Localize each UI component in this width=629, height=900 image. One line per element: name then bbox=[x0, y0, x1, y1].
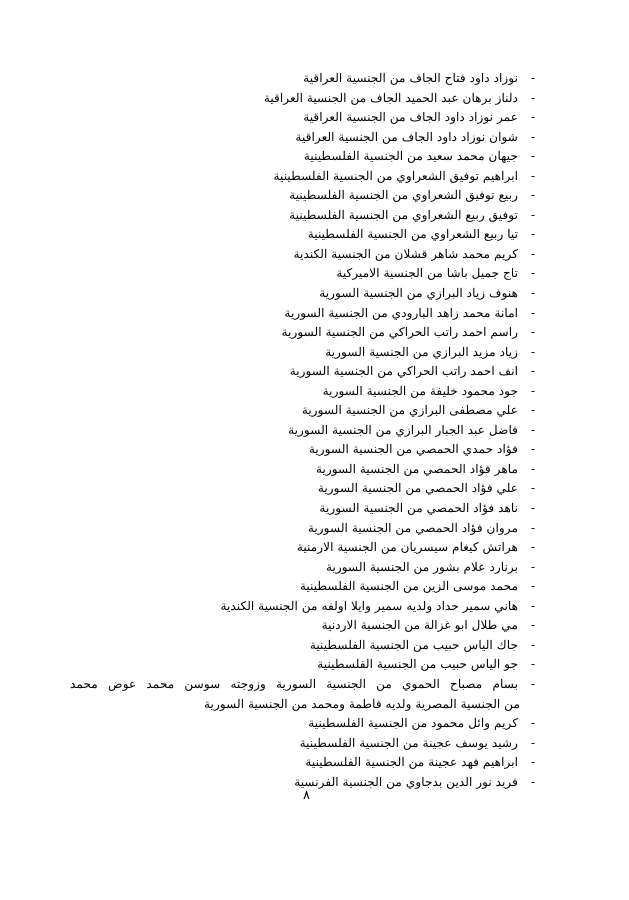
list-dash: - bbox=[530, 246, 536, 261]
list-item bbox=[70, 128, 540, 148]
list-dash: - bbox=[530, 657, 536, 672]
entry-text: محمد موسى الزين من الجنسية الفلسطينية bbox=[299, 579, 518, 594]
list-item bbox=[70, 655, 540, 675]
list-item bbox=[70, 245, 540, 265]
list-dash: - bbox=[530, 442, 536, 457]
list-item bbox=[70, 440, 540, 460]
list-dash: - bbox=[530, 188, 536, 203]
entry-text: جود محمود خليفة من الجنسية السورية bbox=[322, 383, 518, 398]
list-dash: - bbox=[530, 110, 536, 125]
entry-text: علي فؤاد الحمصي من الجنسية السورية bbox=[317, 481, 518, 496]
list-dash: - bbox=[530, 481, 536, 496]
list-dash: - bbox=[530, 579, 536, 594]
list-dash: - bbox=[530, 501, 536, 516]
list-dash: - bbox=[530, 305, 536, 320]
list-item bbox=[70, 499, 540, 519]
list-item bbox=[70, 519, 540, 539]
list-dash: - bbox=[530, 618, 536, 633]
list-item bbox=[70, 616, 540, 636]
list-item bbox=[70, 382, 540, 402]
list-dash: - bbox=[530, 383, 536, 398]
entry-text: عمر نوزاد داود الجاف من الجنسية العراقية bbox=[303, 110, 518, 125]
list-item bbox=[70, 538, 540, 558]
entry-text: مروان فؤاد الحمصي من الجنسية السورية bbox=[307, 520, 518, 535]
list-dash: - bbox=[530, 520, 536, 535]
list-item bbox=[70, 323, 540, 343]
list-dash: - bbox=[530, 266, 536, 281]
entry-text: ابراهيم توفيق الشعراوي من الجنسية الفلسطينية bbox=[273, 168, 518, 183]
entry-text: هراتش كيغام سيسريان من الجنسية الارمنية bbox=[296, 540, 518, 555]
list-dash: - bbox=[530, 716, 536, 731]
list-item bbox=[70, 714, 540, 734]
entry-text: جو الياس حبيب من الجنسية الفلسطينية bbox=[317, 657, 518, 672]
list-dash: - bbox=[530, 344, 536, 359]
list-dash: - bbox=[530, 71, 536, 85]
entry-text: كريم وائل محمود من الجنسية الفلسطينية bbox=[308, 716, 518, 731]
list-dash: - bbox=[530, 90, 536, 105]
entry-text: ناهد فؤاد الحمصي من الجنسية السورية bbox=[319, 501, 518, 516]
list-item bbox=[70, 753, 540, 773]
entry-text: ماهر فؤاد الحمصي من الجنسية السورية bbox=[315, 461, 518, 476]
entry-text: فريد نور الدين بدجاوي من الجنسية الفرنسية bbox=[294, 774, 518, 789]
entry-text: مي طلال ابو غزالة من الجنسية الاردنية bbox=[321, 618, 518, 633]
page-number: ٨ bbox=[303, 788, 310, 803]
entry-text: دلناز برهان عبد الحميد الجاف من الجنسية العراقية bbox=[263, 90, 518, 105]
list-dash: - bbox=[530, 676, 536, 691]
entry-text: نوزاد داود فتاح الجاف من الجنسية العراقية bbox=[303, 71, 518, 85]
list-item bbox=[70, 206, 540, 226]
list-dash: - bbox=[530, 735, 536, 750]
list-dash: - bbox=[530, 129, 536, 144]
entry-text: زياد مزيد البرازي من الجنسية السورية bbox=[325, 344, 518, 359]
list-item bbox=[70, 734, 540, 754]
list-item bbox=[70, 343, 540, 363]
list-item bbox=[70, 264, 540, 284]
list-item bbox=[70, 460, 540, 480]
list-item-long-entry bbox=[70, 675, 540, 714]
list-dash: - bbox=[530, 227, 536, 242]
list-item bbox=[70, 421, 540, 441]
list-dash: - bbox=[530, 540, 536, 555]
entry-text: كريم محمد شاهر قشلان من الجنسية الكندية bbox=[293, 246, 518, 261]
entry-text: امانة محمد زاهد البارودي من الجنسية السورية bbox=[284, 305, 518, 320]
list-dash: - bbox=[530, 403, 536, 418]
list-item bbox=[70, 108, 540, 128]
list-item bbox=[70, 597, 540, 617]
entry-text: ربيع توفيق الشعراوي من الجنسية الفلسطينية bbox=[289, 188, 518, 203]
list-item bbox=[70, 284, 540, 304]
list-dash: - bbox=[530, 559, 536, 574]
list-item bbox=[70, 225, 540, 245]
long-entry-line-1: بسام مصباح الحموي من الجنسية السورية وزوجته سوسن محمد عوض محمد bbox=[70, 676, 518, 691]
entry-text: هاني سمير حداد ولديه سمير وايلا اولفه من الجنسية الكندية bbox=[220, 598, 518, 613]
list-item bbox=[70, 186, 540, 206]
list-dash: - bbox=[530, 755, 536, 770]
entry-text: برنارد علام بشور من الجنسية السورية bbox=[325, 559, 518, 574]
list-dash: - bbox=[530, 207, 536, 222]
list-dash: - bbox=[530, 422, 536, 437]
list-item bbox=[70, 577, 540, 597]
list-dash: - bbox=[530, 637, 536, 652]
names-list bbox=[70, 69, 540, 792]
list-dash: - bbox=[530, 286, 536, 301]
entry-text: تاج جميل باشا من الجنسية الاميركية bbox=[336, 266, 518, 281]
list-item bbox=[70, 304, 540, 324]
entry-text: شوان نوزاد داود الجاف من الجنسية العراقية bbox=[295, 129, 518, 144]
list-dash: - bbox=[530, 774, 536, 789]
long-entry-line-2: من الجنسية المصرية ولديه فاطمة ومحمد من الجنسية السورية bbox=[204, 696, 520, 711]
list-item bbox=[70, 401, 540, 421]
list-item bbox=[70, 636, 540, 656]
list-item bbox=[70, 167, 540, 187]
entry-text: علي مصطفى البرازي من الجنسية السورية bbox=[301, 403, 518, 418]
list-dash: - bbox=[530, 364, 536, 379]
entry-text: هنوف زياد البرازي من الجنسية السورية bbox=[319, 286, 518, 301]
list-dash: - bbox=[530, 149, 536, 164]
entry-text: فؤاد حمدي الحمصي من الجنسية السورية bbox=[308, 442, 518, 457]
list-item bbox=[70, 362, 540, 382]
list-item bbox=[70, 89, 540, 109]
list-item bbox=[70, 147, 540, 167]
entry-text: توفيق ربيع الشعراوي من الجنسية الفلسطينية bbox=[289, 207, 518, 222]
list-dash: - bbox=[530, 598, 536, 613]
list-dash: - bbox=[530, 461, 536, 476]
entry-text: ابراهيم فهد عجينة من الجنسية الفلسطينية bbox=[305, 755, 518, 770]
entry-text: جيهان محمد سعيد من الجنسية الفلسطينية bbox=[303, 149, 518, 164]
list-item bbox=[70, 69, 540, 89]
entry-text: جاك الياس حبيب من الجنسية الفلسطينية bbox=[309, 637, 518, 652]
list-dash: - bbox=[530, 168, 536, 183]
list-dash: - bbox=[530, 325, 536, 340]
entry-text: فاضل عبد الجبار البرازي من الجنسية السورية bbox=[288, 422, 518, 437]
entry-text: رشيد يوسف عجينة من الجنسية الفلسطينية bbox=[299, 735, 518, 750]
list-item bbox=[70, 479, 540, 499]
entry-text: تيا ربيع الشعراوي من الجنسية الفلسطينية bbox=[307, 227, 518, 242]
list-item bbox=[70, 558, 540, 578]
entry-text: انف احمد راتب الحراكي من الجنسية السورية bbox=[289, 364, 518, 379]
entry-text: راسم احمد راتب الحراكي من الجنسية السورية bbox=[281, 325, 518, 340]
